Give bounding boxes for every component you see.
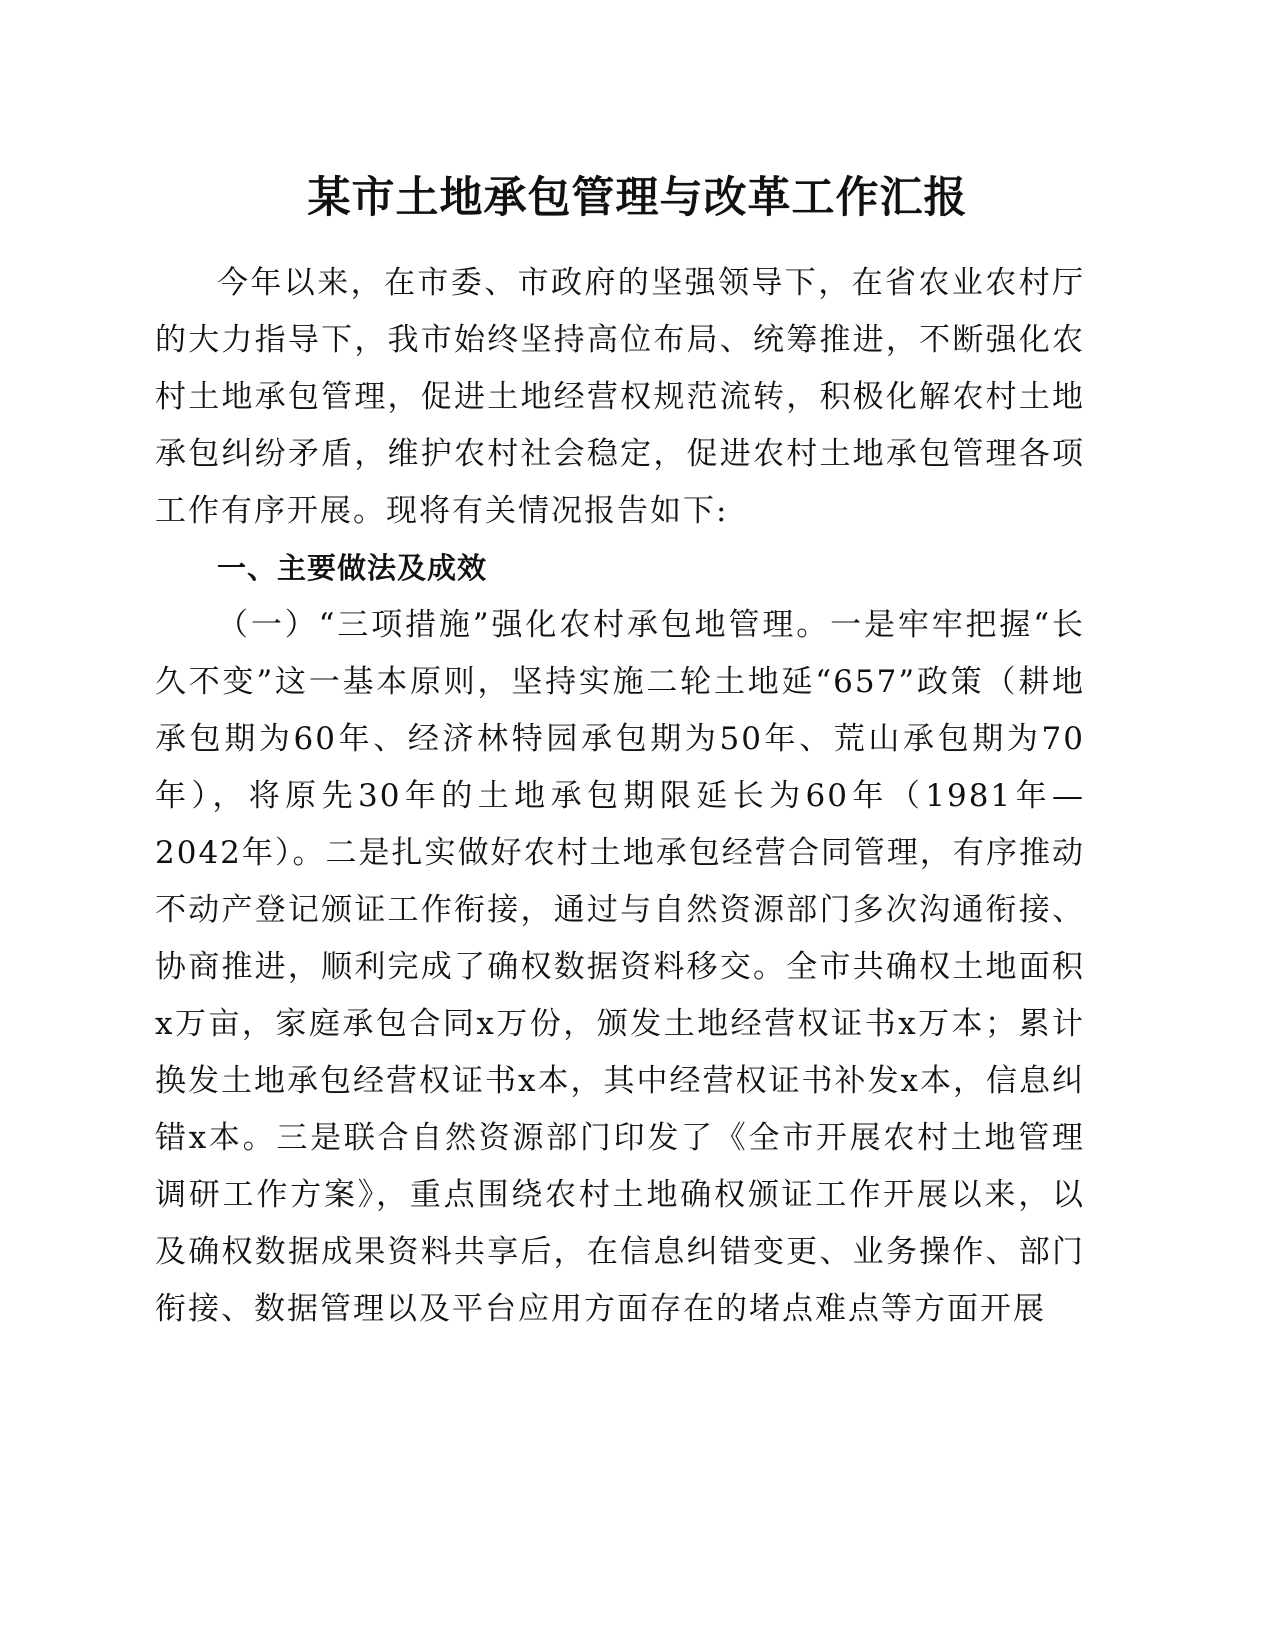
subsection-paragraph: （一）“三项措施”强化农村承包地管理。一是牢牢把握“长久不变”这一基本原则，坚持实施二轮土地延“657”政策（耕地承包期为60年、经济林特园承包期为50年、荒山承包期为70年），将原先30年的土地承包期限延长为60年（1981年—2042年）。二是扎实做好农村土地承包经营合同管理，有序推动不动产登记颁证工作衔接，通过与自然资源部门多次沟通衔接、协商推进，顺利完成了确权数据资料移交。全市共确权土地面积x万亩，家庭承包合同x万份，颁发土地经营权证书x万本；累计换发土地承包经营权证书x本，其中经营权证书补发x本，信息纠错x本。三是联合自然资源部门印发了《全市开展农村土地管理调研工作方案》，重点围绕农村土地确权颁证工作开展以来，以及确权数据成果资料共享后，在信息纠错变更、业务操作、部门衔接、数据管理以及平台应用方面存在的堵点难点等方面开展 <box>155 607 1085 1327</box>
intro-paragraph: 今年以来，在市委、市政府的坚强领导下，在省农业农村厅的大力指导下，我市始终坚持高位布局、统筹推进，不断强化农村土地承包管理，促进土地经营权规范流转，积极化解农村土地承包纠纷矛盾，维护农村社会稳定，促进农村土地承包管理各项工作有序开展。现将有关情况报告如下: <box>155 265 1085 529</box>
section-heading: 一、主要做法及成效 <box>217 551 488 585</box>
document-title: 某市土地承包管理与改革工作汇报 <box>307 173 968 223</box>
document-body <box>155 255 1085 1338</box>
